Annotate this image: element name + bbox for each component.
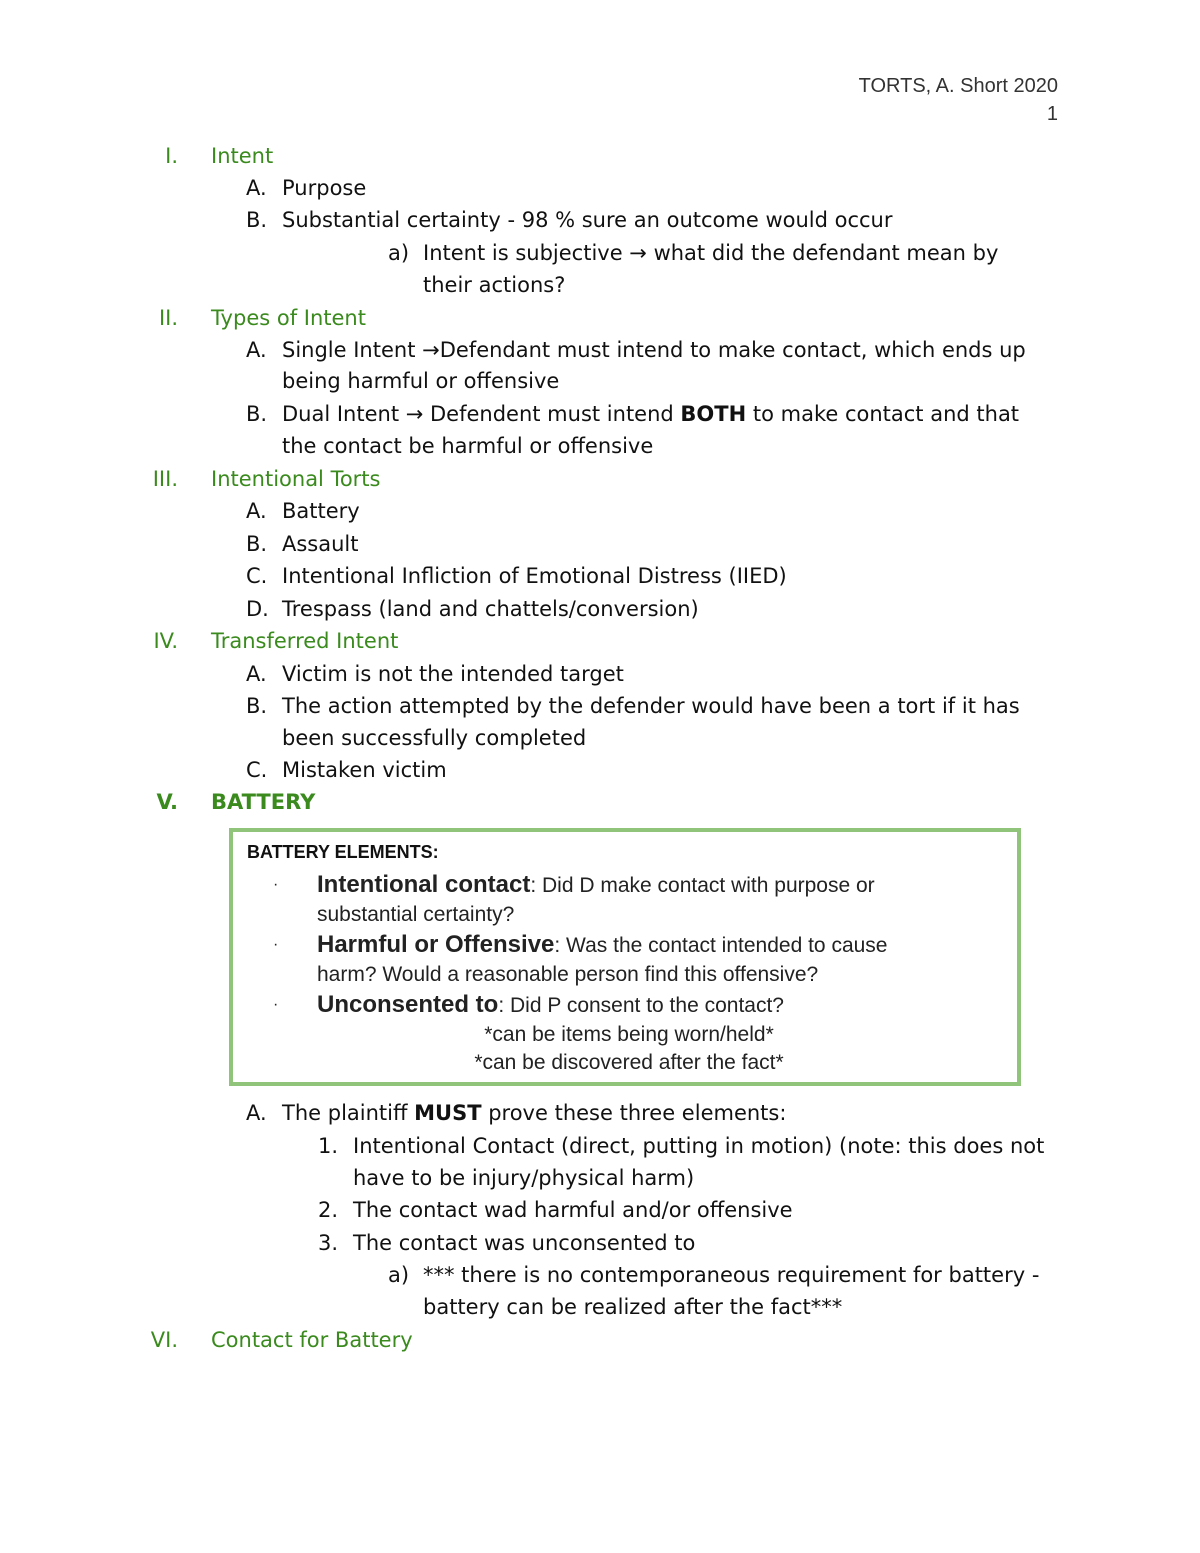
element-continued: harm? Would a reasonable person find this offensive?: [317, 963, 819, 986]
list-item-continued: the contact be harmful or offensive: [282, 434, 654, 458]
list-item-continued: battery can be realized after the fact***: [423, 1295, 843, 1319]
bullet-icon: ·: [273, 996, 279, 1013]
document-title: TORTS, A. Short 2020: [858, 75, 1058, 97]
element-harmful-or-offensive: [317, 930, 887, 960]
section-heading-types-of-intent: Types of Intent: [211, 306, 366, 330]
list-item: *** there is no contemporaneous requirement for battery -: [423, 1263, 1040, 1287]
element-term: Intentional contact: [317, 871, 531, 898]
list-item-continued: have to be injury/physical harm): [353, 1166, 695, 1190]
element-unconsented-to: [317, 990, 784, 1020]
list-item: Intent is subjective → what did the defendant mean by: [423, 241, 999, 265]
list-marker: A.: [246, 338, 267, 362]
list-marker: A.: [246, 499, 267, 523]
list-marker: C.: [246, 564, 268, 588]
list-item: The contact wad harmful and/or offensive: [353, 1198, 793, 1222]
list-marker: A.: [246, 176, 267, 200]
element-term: Unconsented to: [317, 991, 499, 1018]
list-marker: A.: [246, 1101, 267, 1125]
list-marker: B.: [246, 532, 268, 556]
list-item: The action attempted by the defender would have been a tort if it has: [282, 694, 1020, 718]
section-numeral: VI.: [150, 1328, 178, 1352]
bullet-icon: ·: [273, 936, 279, 953]
list-item: Victim is not the intended target: [282, 662, 624, 686]
list-marker: A.: [246, 662, 267, 686]
list-marker: a): [388, 241, 410, 265]
box-note: *can be items being worn/held*: [484, 1023, 774, 1046]
emphasis-text: MUST: [414, 1101, 482, 1125]
list-marker: 3.: [318, 1231, 339, 1255]
text-run: The plaintiff: [282, 1101, 415, 1125]
list-item: Battery: [282, 499, 360, 523]
list-marker: D.: [246, 597, 269, 621]
list-item: Substantial certainty - 98 % sure an outcome would occur: [282, 208, 893, 232]
page-number: 1: [1046, 103, 1058, 125]
list-marker: 2.: [318, 1198, 339, 1222]
text-run: prove these three elements:: [481, 1101, 787, 1125]
list-marker: a): [388, 1263, 410, 1287]
list-marker: B.: [246, 402, 268, 426]
section-numeral: I.: [165, 144, 178, 168]
section-numeral: III.: [152, 467, 178, 491]
list-item: Intentional Infliction of Emotional Distress (IIED): [282, 564, 787, 588]
element-question: : Did P consent to the contact?: [498, 994, 784, 1017]
list-item-continued: their actions?: [423, 273, 566, 297]
emphasis-text: BOTH: [680, 402, 747, 426]
list-item: Intentional Contact (direct, putting in motion) (note: this does not: [353, 1134, 1045, 1158]
section-heading-battery: BATTERY: [211, 790, 316, 814]
list-item: The contact was unconsented to: [353, 1231, 696, 1255]
list-marker: B.: [246, 208, 268, 232]
section-numeral: II.: [158, 306, 178, 330]
list-item: [282, 1098, 786, 1128]
box-title: BATTERY ELEMENTS:: [247, 842, 439, 862]
list-item-continued: been successfully completed: [282, 726, 587, 750]
list-marker: C.: [246, 758, 268, 782]
element-question: : Did D make contact with purpose or: [530, 874, 875, 897]
section-numeral: V.: [156, 790, 178, 814]
list-marker: 1.: [318, 1134, 339, 1158]
bullet-icon: ·: [273, 876, 279, 893]
list-item: Assault: [282, 532, 359, 556]
element-question: : Was the contact intended to cause: [554, 934, 888, 957]
element-term: Harmful or Offensive: [317, 931, 555, 958]
list-item: Single Intent →Defendant must intend to make contact, which ends up: [282, 338, 1026, 362]
section-heading-transferred-intent: Transferred Intent: [211, 629, 399, 653]
list-item: Mistaken victim: [282, 758, 447, 782]
element-continued: substantial certainty?: [317, 903, 515, 926]
list-item: Trespass (land and chattels/conversion): [282, 597, 699, 621]
text-run: Dual Intent → Defendent must intend: [282, 402, 681, 426]
list-item-continued: being harmful or offensive: [282, 369, 560, 393]
element-intentional-contact: [317, 870, 875, 900]
box-note: *can be discovered after the fact*: [474, 1051, 784, 1074]
section-heading-contact-for-battery: Contact for Battery: [211, 1328, 413, 1352]
text-run: to make contact and that: [746, 402, 1020, 426]
battery-elements-box: [229, 828, 1021, 1086]
page-header: [859, 72, 1058, 128]
list-item: Purpose: [282, 176, 367, 200]
section-numeral: IV.: [153, 629, 178, 653]
section-heading-intentional-torts: Intentional Torts: [211, 467, 381, 491]
list-item: [282, 399, 1019, 429]
section-heading-intent: Intent: [211, 144, 274, 168]
list-marker: B.: [246, 694, 268, 718]
